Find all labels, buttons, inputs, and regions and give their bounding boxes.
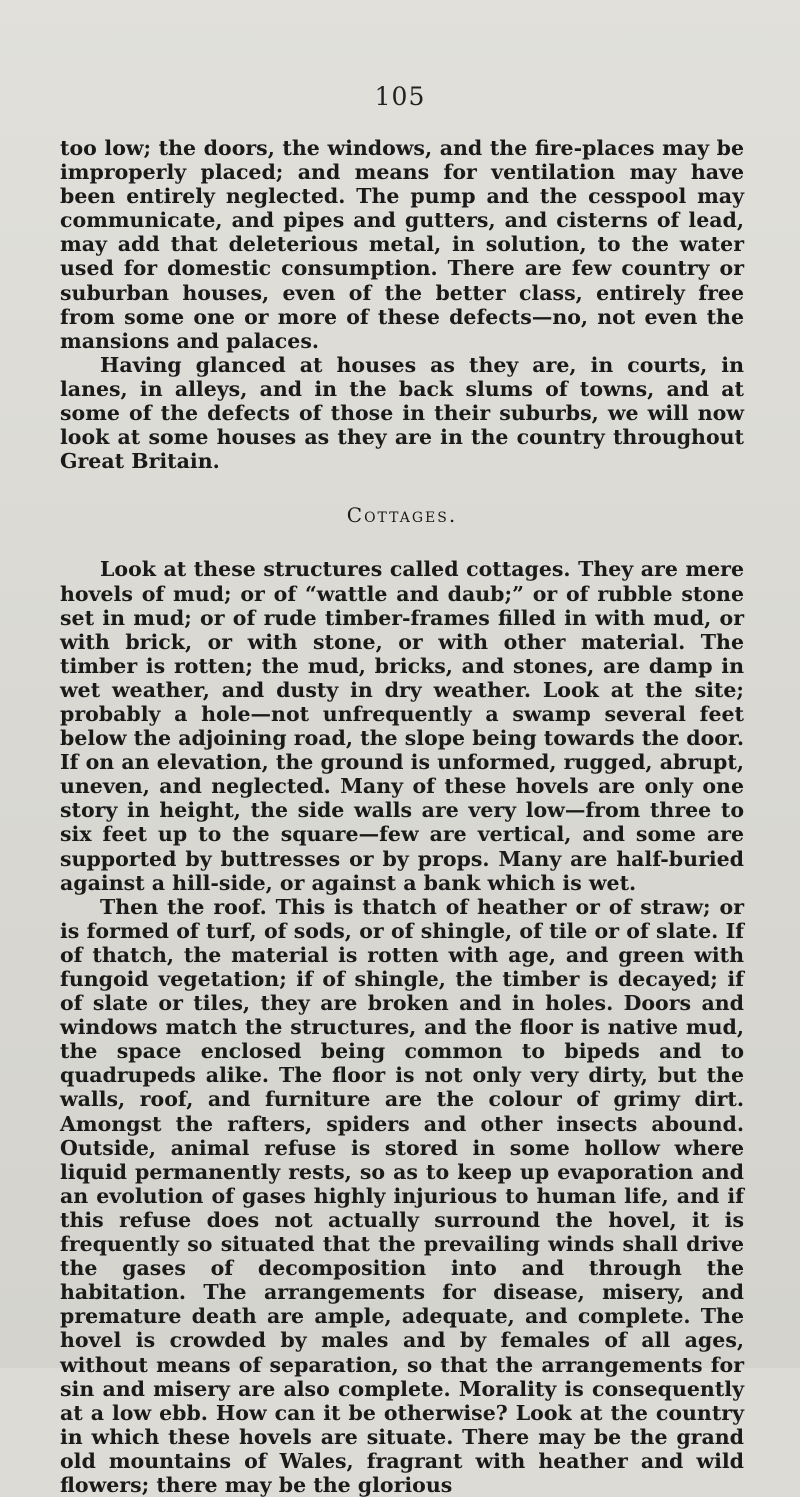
- body-text: [60, 136, 744, 1497]
- paragraph-3: Look at these structures called cottages. They are mere hovels of mud; or of “wattle and daub;” or of rubble stone set in mud; or of rude timber-frames filled in with mud, or with brick, or with stone, or with other material. The timber is rotten; the mud, bricks, and stones, are damp in wet weather, and dusty in dry weather. Look at the site; probably a hole—not unfrequently a swamp several feet below the adjoining road, the slope being towards the door. If on an elevation, the ground is unformed, rugged, abrupt, uneven, and neglected. Many of these hovels are only one story in height, the side walls are very low—from three to six feet up to the square—few are vertical, and some are supported by buttresses or by props. Many are half-buried against a hill-side, or against a bank which is wet.: [60, 557, 744, 895]
- paragraph-1: too low; the doors, the windows, and the fire-places may be improperly placed; and means for ventilation may have been entirely neglected. The pump and the cesspool may communicate, and pipes and gutters, and cisterns of lead, may add that deleterious metal, in solution, to the water used for domestic consumption. There are few country or suburban houses, even of the better class, entirely free from some one or more of these defects—no, not even the mansions and palaces.: [60, 136, 744, 353]
- paragraph-2: Having glanced at houses as they are, in courts, in lanes, in alleys, and in the back slums of towns, and at some of the defects of those in their suburbs, we will now look at some houses as they are in the country throughout Great Britain.: [60, 352, 744, 474]
- paragraph-4: Then the roof. This is thatch of heather or of straw; or is formed of turf, of sods, or of shingle, of tile or of slate. If of thatch, the material is rotten with age, and green with fungoid vegetation; if of shingle, the timber is decayed; if of slate or tiles, they are broken and in holes. Doors and windows match the structures, and the floor is native mud, the space enclosed being common to bipeds and to quadrupeds alike. The floor is not only very dirty, but the walls, roof, and furniture are the colour of grimy dirt. Amongst the rafters, spiders and other insects abound. Outside, animal refuse is stored in some hollow where liquid permanently rests, so as to keep up evaporation and an evolution of gases highly injurious to human life, and if this refuse does not actually surround the hovel, it is frequently so situated that the prevailing winds shall drive the gases of decomposition into and through the habitation. The arrangements for disease, misery, and premature death are ample, adequate, and complete. The hovel is crowded by males and by females of all ages, without means of separation, so that the arrangements for sin and misery are also complete. Morality is consequently at a low ebb. How can it be otherwise? Look at the country in which these hovels are situate. There may be the grand old mountains of Wales, fragrant with heather and wild flowers; there may be the glorious: [60, 894, 744, 1497]
- section-heading: Cottages.: [346, 503, 458, 528]
- page-number: 105: [374, 82, 426, 111]
